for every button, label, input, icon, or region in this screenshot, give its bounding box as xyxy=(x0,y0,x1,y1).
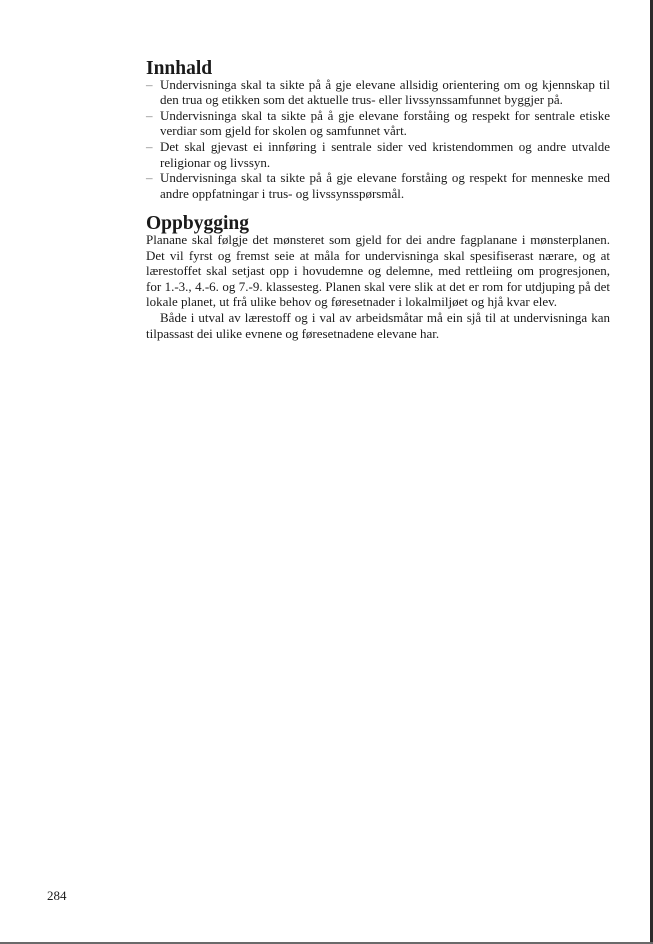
page-number: 284 xyxy=(47,888,67,903)
innhald-list xyxy=(146,77,610,202)
section-heading-oppbygging: Oppbygging xyxy=(146,213,249,235)
list-item: – Det skal gjevast ei innføring i sentrale sider ved kristendommen og andre utvalde religionar og livssyn. xyxy=(146,139,610,170)
list-item: – Undervisninga skal ta sikte på å gje elevane forståing og respekt for menneske med andre oppfatningar i trus- og livssynsspørsmål. xyxy=(146,170,610,201)
list-item: – Undervisninga skal ta sikte på å gje elevane allsidig orientering om og kjennskap til den trua og etikken som det aktuelle trus- eller livssynssamfunnet byggjer på. xyxy=(146,77,610,108)
paragraph: Både i utval av lærestoff og i val av arbeidsmåtar må ein sjå til at undervisninga kan tilpassast dei ulike evnene og føresetnadene elevane har. xyxy=(146,309,610,341)
section-heading-innhald: Innhald xyxy=(146,58,213,79)
paragraph: Planane skal følgje det mønsteret som gjeld for dei andre fagplanane i mønsterplanen. Det vil fyrst og fremst seie at måla for undervisninga skal spesifiserast nærare, og at lærestoffet skal setjast opp i hovudemne og delemne, med rettleiing om progresjonen, for 1.-3., 4.-6. og 7.-9. klassesteg. Planen skal vere slik at det er rom for utdjuping på det lokale planet, ut frå ulike behov og føresetnader i lokalmiljøet og hjå kvar elev. xyxy=(146,231,610,310)
page-content xyxy=(146,58,610,341)
list-item: – Undervisninga skal ta sikte på å gje elevane forståing og respekt for sentrale etiske verdiar som gjeld for skolen og samfunnet vårt. xyxy=(146,108,610,139)
